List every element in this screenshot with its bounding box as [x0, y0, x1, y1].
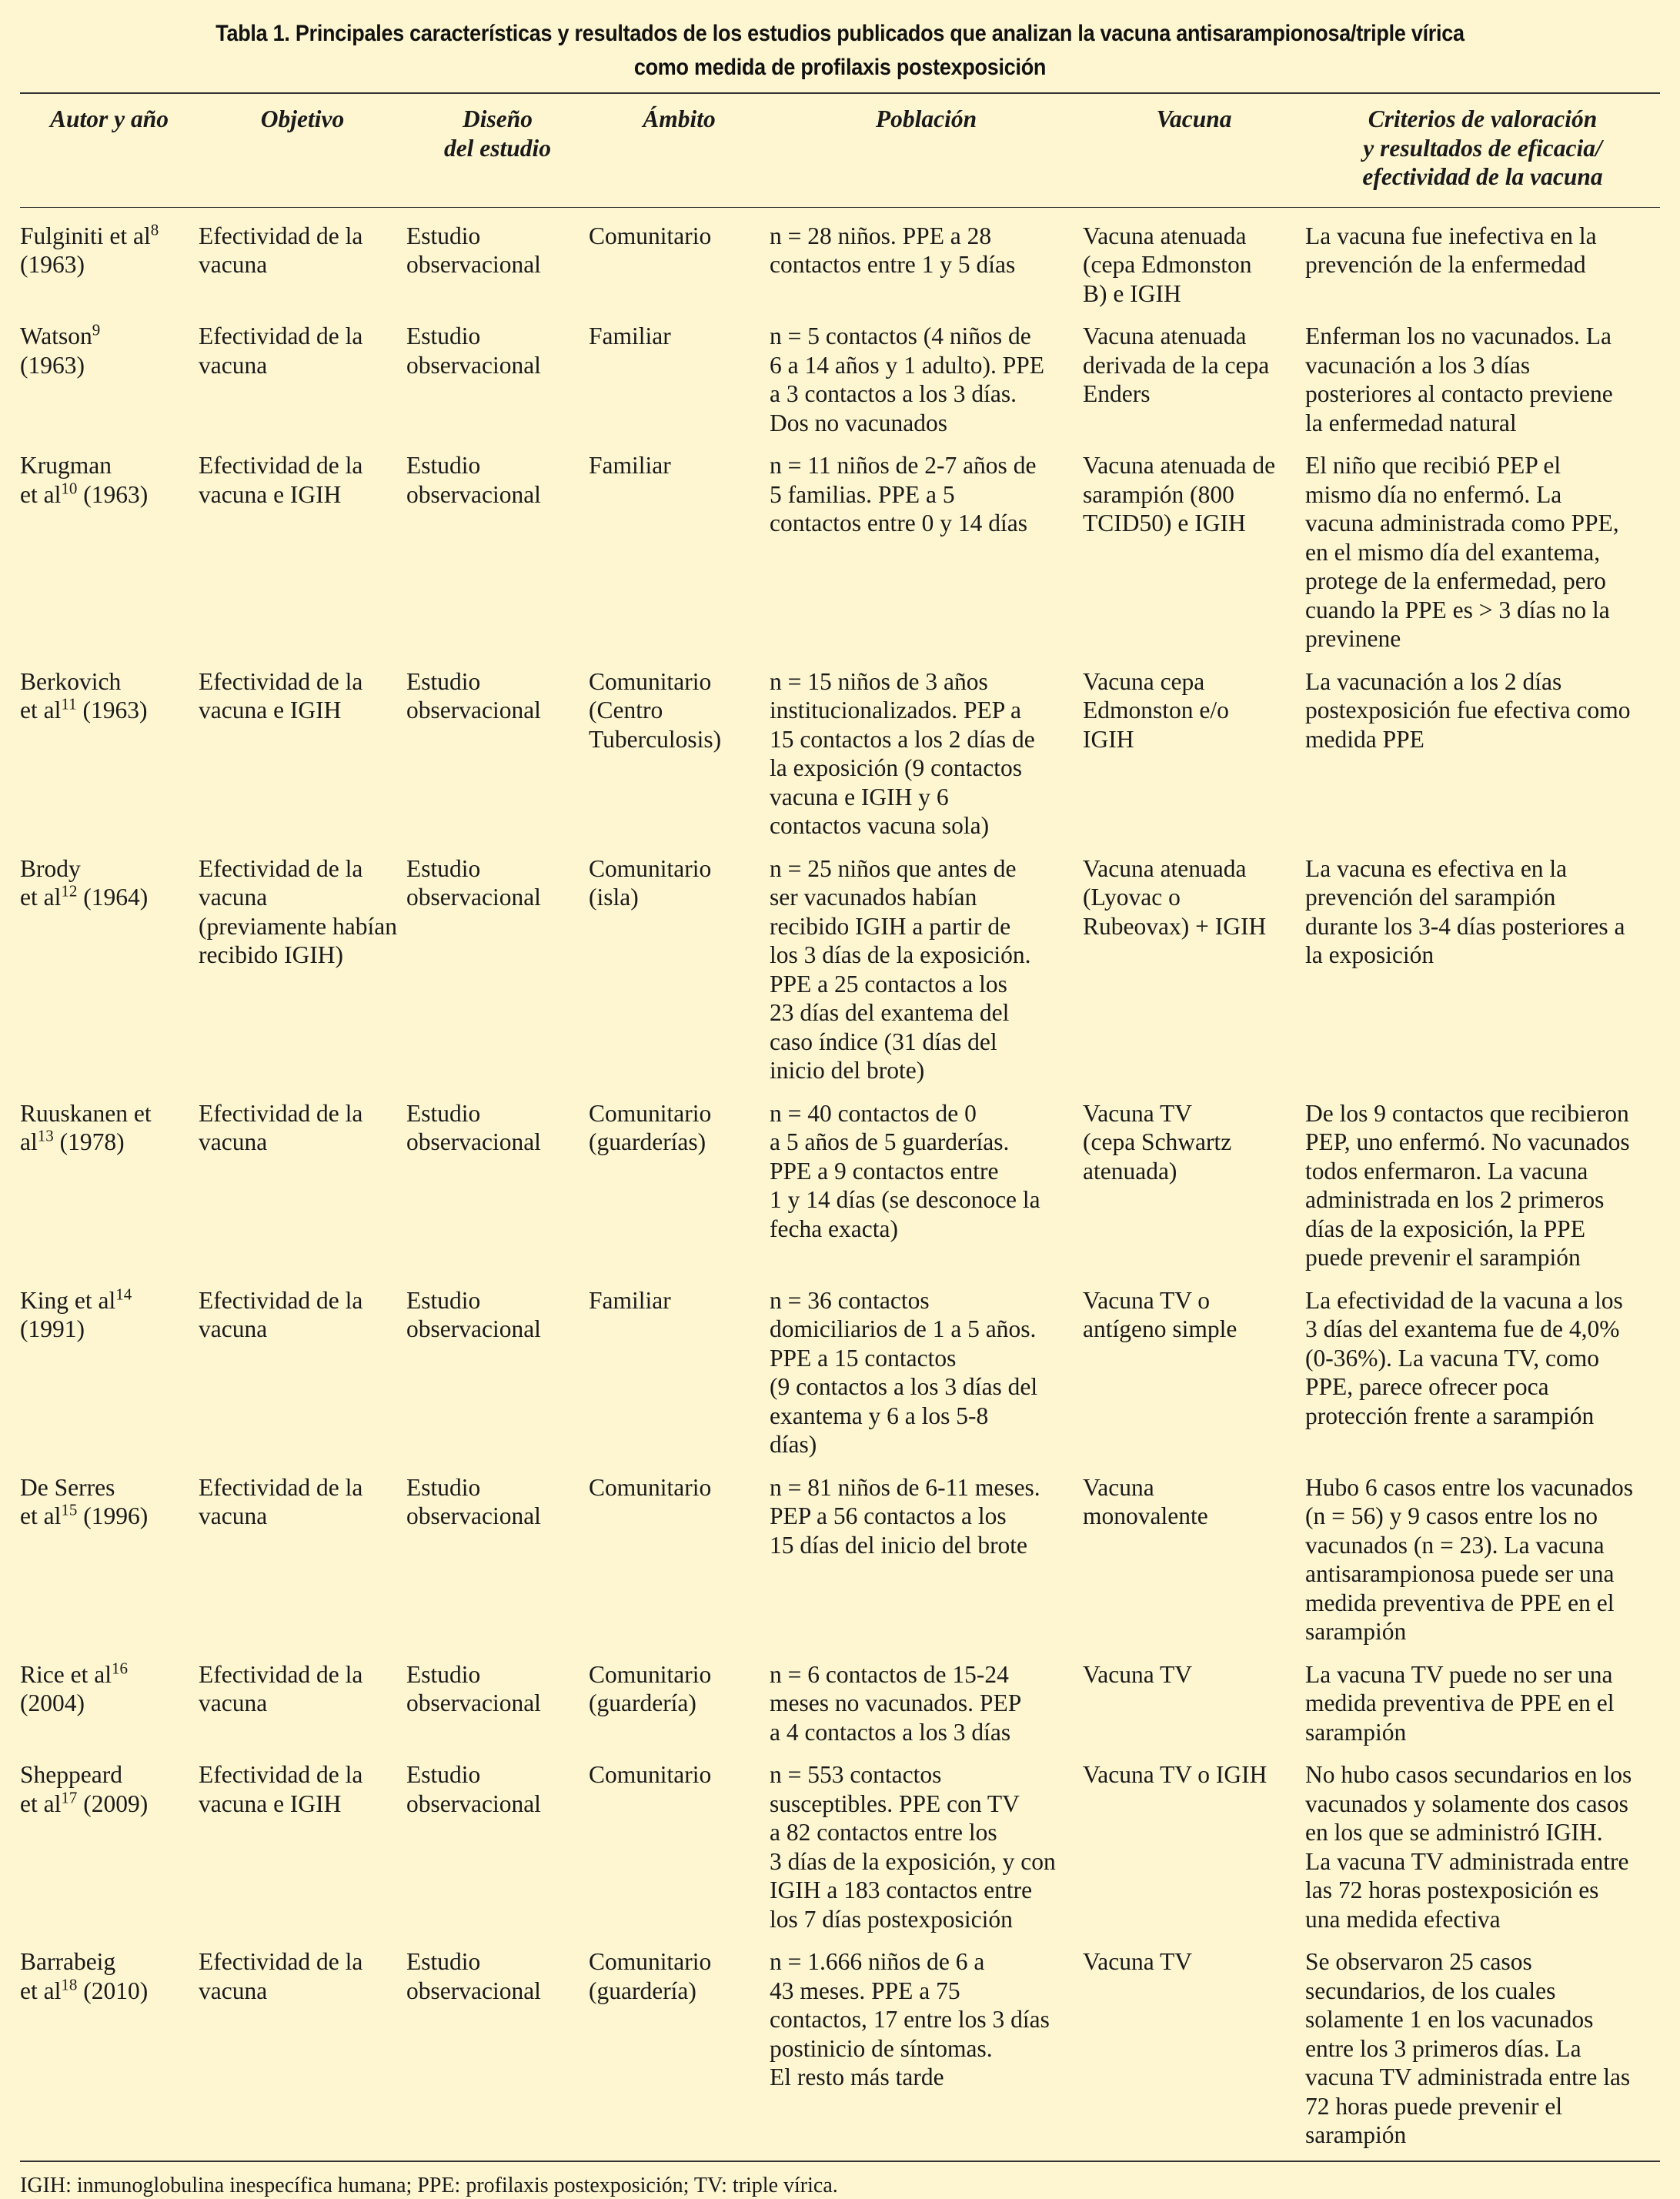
table-title: [102, 17, 1578, 85]
cell-design: Estudio observacional: [406, 854, 541, 911]
cell-objective: Efectividad de la vacuna (previamente habían recibido IGIH): [199, 854, 397, 968]
reference-number: 11: [61, 694, 77, 714]
table-row: [20, 653, 1660, 840]
cell-population: n = 40 contactos de 0 a 5 años de 5 guarderías. PPE a 9 contactos entre 1 y 14 días (se desconoce la fecha exacta): [770, 1099, 1040, 1242]
col-header-author: Autor y año: [49, 105, 169, 132]
cell-author-year: [20, 1272, 199, 1459]
cell-results: La efectividad de la vacuna a los 3 días del exantema fue de 4,0% (0-36%). La vacuna TV, como PPE, parece ofrecer poca protección frente a sarampión: [1305, 1286, 1623, 1429]
col-header-objective: Objetivo: [260, 105, 345, 132]
cell-design: Estudio observacional: [406, 222, 541, 278]
cell-population: n = 25 niños que antes de ser vacunados habían recibido IGIH a partir de los 3 días de la exposición. PPE a 25 contactos a los 23 días del exantema del caso índice (31 días del inicio del brote): [770, 854, 1031, 1084]
cell-results: La vacuna es efectiva en la prevención del sarampión durante los 3-4 días posteriores a la exposición: [1305, 854, 1625, 968]
col-header-vaccine: Vacuna: [1156, 105, 1232, 132]
cell-scope: Comunitario (isla): [589, 854, 712, 911]
cell-results: De los 9 contactos que recibieron PEP, uno enfermó. No vacunados todos enfermaron. La vacuna administrada en los 2 primeros días de la exposición, la PPE puede prevenir el sarampión: [1305, 1099, 1630, 1271]
cell-author-year: [20, 1933, 199, 2157]
cell-design: Estudio observacional: [406, 1761, 541, 1817]
cell-results: Hubo 6 casos entre los vacunados (n = 56) y 9 casos entre los no vacunados (n = 23). La vacuna antisarampionosa puede ser una medida preventiva de PPE en el sarampión: [1305, 1473, 1634, 1645]
cell-results: Enferman los no vacunados. La vacunación a los 3 días posteriores al contacto previene la enfermedad natural: [1305, 322, 1613, 436]
publication-year: (1963): [20, 351, 85, 379]
col-header-results: Criterios de valoración y resultados de eficacia/ efectividad de la vacuna: [1362, 105, 1603, 190]
studies-table: [20, 94, 1660, 2157]
cell-scope: Comunitario (guardería): [589, 1660, 712, 1716]
cell-scope: Comunitario: [589, 1761, 712, 1788]
reference-number: 13: [37, 1126, 54, 1145]
author-name: Sheppeard et al: [20, 1761, 122, 1817]
cell-results: La vacuna fue inefectiva en la prevención de la enfermedad: [1305, 222, 1597, 278]
cell-scope: Familiar: [589, 322, 671, 349]
cell-results: El niño que recibió PEP el mismo día no enfermó. La vacuna administrada como PPE, en el mismo día del exantema, protege de la enfermedad, pero cuando la PPE es > 3 días no la previnene: [1305, 452, 1619, 652]
publication-year: (1963): [77, 480, 149, 508]
reference-number: 17: [61, 1788, 78, 1806]
cell-scope: Familiar: [589, 452, 671, 479]
reference-number: 9: [92, 320, 101, 339]
cell-scope: Comunitario (guardería): [589, 1948, 712, 2004]
table-row: [20, 1646, 1660, 1747]
cell-population: n = 1.666 niños de 6 a 43 meses. PPE a 75 contactos, 17 entre los 3 días postinicio de síntomas. El resto más tarde: [770, 1948, 1050, 2090]
table-row: [20, 437, 1660, 653]
cell-scope: Comunitario: [589, 1473, 712, 1501]
cell-population: n = 11 niños de 2-7 años de 5 familias. PPE a 5 contactos entre 0 y 14 días: [770, 452, 1037, 536]
cell-vaccine: Vacuna atenuada derivada de la cepa Enders: [1083, 322, 1270, 407]
cell-population: n = 36 contactos domiciliarios de 1 a 5 años. PPE a 15 contactos (9 contactos a los 3 días del exantema y 6 a los 5-8 días): [770, 1286, 1038, 1458]
publication-year: (2004): [20, 1689, 85, 1716]
col-header-design: Diseño del estudio: [443, 105, 552, 162]
cell-results: Se observaron 25 casos secundarios, de los cuales solamente 1 en los vacunados entre los 3 primeros días. La vacuna TV administrada entre las 72 horas puede prevenir el sarampión: [1305, 1948, 1631, 2148]
cell-objective: Efectividad de la vacuna: [199, 1948, 363, 2004]
table-row: [20, 1746, 1660, 1933]
cell-scope: Comunitario (guarderías): [589, 1099, 712, 1155]
table-row: [20, 1459, 1660, 1646]
cell-author-year: [20, 653, 199, 840]
table-row: [20, 840, 1660, 1085]
cell-author-year: [20, 308, 199, 437]
cell-vaccine: Vacuna TV (cepa Schwartz atenuada): [1083, 1099, 1232, 1185]
cell-design: Estudio observacional: [406, 452, 541, 508]
reference-number: 10: [61, 479, 78, 497]
cell-objective: Efectividad de la vacuna: [199, 222, 363, 278]
cell-results: No hubo casos secundarios en los vacunados y solamente dos casos en los que se administró IGIH. La vacuna TV administrada entre las 72 horas postexposición es una medida efectiva: [1305, 1761, 1632, 1933]
cell-objective: Efectividad de la vacuna: [199, 1473, 363, 1529]
reference-number: 14: [115, 1285, 132, 1303]
reference-number: 18: [61, 1975, 78, 1993]
table-row: [20, 1272, 1660, 1459]
cell-population: n = 5 contactos (4 niños de 6 a 14 años y 1 adulto). PPE a 3 contactos a los 3 días. Dos no vacunados: [770, 322, 1044, 436]
cell-objective: Efectividad de la vacuna: [199, 322, 363, 379]
cell-vaccine: Vacuna atenuada de sarampión (800 TCID50) e IGIH: [1083, 452, 1276, 536]
cell-author-year: [20, 208, 199, 309]
cell-vaccine: Vacuna atenuada (Lyovac o Rubeovax) + IGIH: [1083, 854, 1267, 940]
cell-results: La vacuna TV puede no ser una medida preventiva de PPE en el sarampión: [1305, 1660, 1615, 1746]
author-name: Brody et al: [20, 854, 81, 911]
cell-author-year: [20, 1646, 199, 1747]
author-name: Krugman et al: [20, 452, 112, 508]
cell-results: La vacunación a los 2 días postexposición fue efectiva como medida PPE: [1305, 667, 1631, 753]
cell-scope: Comunitario: [589, 222, 712, 249]
author-name: De Serres et al: [20, 1473, 115, 1529]
publication-year: (1978): [53, 1128, 125, 1155]
cell-objective: Efectividad de la vacuna: [199, 1099, 363, 1155]
cell-author-year: [20, 1459, 199, 1646]
author-name: King et al: [20, 1286, 116, 1314]
cell-objective: Efectividad de la vacuna e IGIH: [199, 1761, 363, 1817]
cell-objective: Efectividad de la vacuna: [199, 1660, 363, 1716]
cell-population: n = 15 niños de 3 años institucionalizados. PEP a 15 contactos a los 2 días de la exposición (9 contactos vacuna e IGIH y 6 contactos vacuna sola): [770, 667, 1035, 839]
cell-population: n = 553 contactos susceptibles. PPE con TV a 82 contactos entre los 3 días de la exposición, y con IGIH a 183 contactos entre los 7 días postexposición: [770, 1761, 1056, 1933]
cell-author-year: [20, 1746, 199, 1933]
author-name: Ruuskanen et al: [20, 1099, 152, 1155]
author-name: Watson: [20, 322, 92, 349]
reference-number: 15: [61, 1500, 78, 1519]
cell-design: Estudio observacional: [406, 1473, 541, 1529]
cell-scope: Familiar: [589, 1286, 671, 1314]
publication-year: (2010): [77, 1977, 149, 2004]
cell-objective: Efectividad de la vacuna e IGIH: [199, 452, 363, 508]
cell-author-year: [20, 437, 199, 653]
cell-design: Estudio observacional: [406, 1286, 541, 1342]
cell-population: n = 28 niños. PPE a 28 contactos entre 1 y 5 días: [770, 222, 1016, 278]
cell-vaccine: Vacuna cepa Edmonston e/o IGIH: [1083, 667, 1229, 753]
publication-year: (1991): [20, 1315, 85, 1342]
author-name: Fulginiti et al: [20, 222, 151, 249]
cell-population: n = 81 niños de 6-11 meses. PEP a 56 contactos a los 15 días del inicio del brote: [770, 1473, 1040, 1559]
reference-number: 8: [150, 220, 159, 239]
cell-author-year: [20, 1085, 199, 1272]
author-name: Rice et al: [20, 1660, 112, 1688]
cell-design: Estudio observacional: [406, 667, 541, 724]
col-header-scope: Ámbito: [643, 105, 716, 132]
cell-scope: Comunitario (Centro Tuberculosis): [589, 667, 722, 753]
table-row: [20, 1933, 1660, 2157]
publication-year: (1963): [20, 251, 85, 278]
table-row: [20, 308, 1660, 437]
cell-design: Estudio observacional: [406, 1099, 541, 1155]
author-name: Barrabeig et al: [20, 1948, 116, 2004]
cell-design: Estudio observacional: [406, 1948, 541, 2004]
table-title-line-1: Tabla 1. Principales características y resultados de los estudios publicados que analizan la vacuna antisarampionosa/triple vírica: [215, 21, 1465, 46]
cell-vaccine: Vacuna monovalente: [1083, 1473, 1208, 1529]
cell-vaccine: Vacuna TV o antígeno simple: [1083, 1286, 1237, 1342]
publication-year: (1964): [77, 884, 149, 911]
col-header-population: Población: [875, 105, 977, 132]
table-row: [20, 208, 1660, 309]
header-row: [20, 94, 1660, 207]
reference-number: 16: [111, 1659, 128, 1677]
table-row: [20, 1085, 1660, 1272]
cell-objective: Efectividad de la vacuna e IGIH: [199, 667, 363, 724]
cell-vaccine: Vacuna TV: [1083, 1660, 1192, 1688]
cell-design: Estudio observacional: [406, 1660, 541, 1716]
cell-vaccine: Vacuna atenuada (cepa Edmonston B) e IGIH: [1083, 222, 1252, 307]
cell-author-year: [20, 840, 199, 1085]
cell-objective: Efectividad de la vacuna: [199, 1286, 363, 1342]
cell-population: n = 6 contactos de 15-24 meses no vacunados. PEP a 4 contactos a los 3 días: [770, 1660, 1022, 1746]
publication-year: (1963): [76, 697, 148, 724]
reference-number: 12: [61, 881, 78, 901]
publication-year: (2009): [77, 1790, 149, 1817]
footnote: IGIH: inmunoglobulina inespecífica humana; PPE: profilaxis postexposición; TV: triple vírica.: [20, 2173, 838, 2197]
author-name: Berkovich et al: [20, 667, 122, 724]
cell-design: Estudio observacional: [406, 322, 541, 379]
cell-vaccine: Vacuna TV o IGIH: [1083, 1761, 1268, 1788]
table-title-line-2: como medida de profilaxis postexposición: [633, 55, 1047, 80]
cell-vaccine: Vacuna TV: [1083, 1948, 1192, 1975]
publication-year: (1996): [77, 1502, 149, 1529]
